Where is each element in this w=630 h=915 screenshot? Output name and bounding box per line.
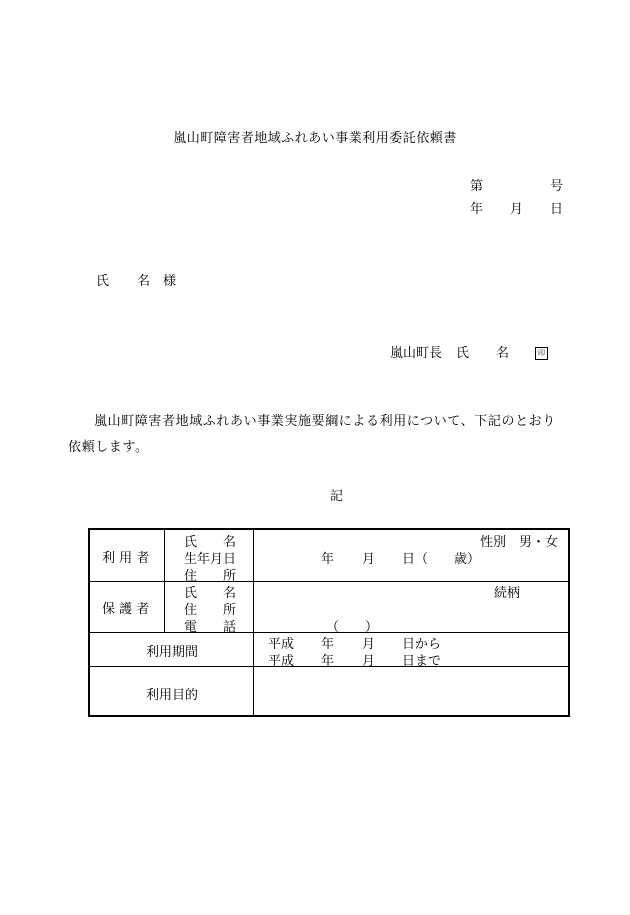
period-to-era: 平成 — [268, 654, 295, 669]
user-name-label: 氏 名 — [184, 535, 237, 550]
col-divider — [164, 530, 165, 632]
purpose-label: 利用目的 — [146, 688, 199, 703]
guardian-relation: 続柄 — [494, 586, 521, 601]
period-label: 利用期間 — [146, 645, 199, 660]
request-table — [88, 528, 570, 717]
col-divider — [253, 530, 254, 715]
ki-heading: 記 — [330, 489, 344, 504]
guardian-address-label: 住 所 — [184, 603, 237, 618]
guardian-label: 保 護 者 — [102, 602, 150, 617]
date-year: 年 — [470, 202, 484, 217]
birth-month: 月 — [362, 552, 376, 567]
period-to-month: 月 — [362, 654, 376, 669]
guardian-phone-paren: （ ） — [326, 620, 379, 635]
user-address-label: 住 所 — [184, 569, 237, 584]
birth-year: 年 — [321, 552, 335, 567]
document-title: 嵐山町障害者地域ふれあい事業利用委託依頼書 — [173, 131, 457, 146]
date-day: 日 — [550, 202, 564, 217]
period-from-month: 月 — [362, 637, 376, 652]
user-label: 利 用 者 — [102, 551, 150, 566]
body-paragraph: 嵐山町障害者地域ふれあい事業実施要綱による利用について、下記のとおり依頼します。 — [68, 414, 556, 455]
period-to-day: 日まで — [402, 654, 442, 669]
sender-title: 嵐山町長 — [390, 346, 443, 361]
period-from-day: 日から — [402, 637, 442, 652]
period-to-year: 年 — [321, 654, 335, 669]
seal-text: 印 — [535, 347, 548, 360]
recipient-mei: 名 — [137, 274, 151, 289]
birth-day: 日（ — [402, 552, 429, 567]
guardian-name-label: 氏 名 — [184, 586, 237, 601]
user-gender: 性別 男・女 — [480, 535, 559, 550]
doc-number-go: 号 — [550, 179, 564, 194]
guardian-phone-label: 電 話 — [184, 620, 237, 635]
recipient-shi: 氏 — [96, 274, 110, 289]
period-from-era: 平成 — [268, 637, 295, 652]
date-month: 月 — [510, 202, 524, 217]
sender-shi: 氏 — [456, 346, 470, 361]
sender-mei: 名 — [496, 346, 510, 361]
user-birth-label: 生年月日 — [184, 552, 237, 567]
period-from-year: 年 — [321, 637, 335, 652]
recipient-sama: 様 — [163, 274, 177, 289]
doc-number-dai: 第 — [470, 179, 484, 194]
seal-mark — [535, 343, 548, 362]
birth-age: 歳） — [454, 552, 481, 567]
